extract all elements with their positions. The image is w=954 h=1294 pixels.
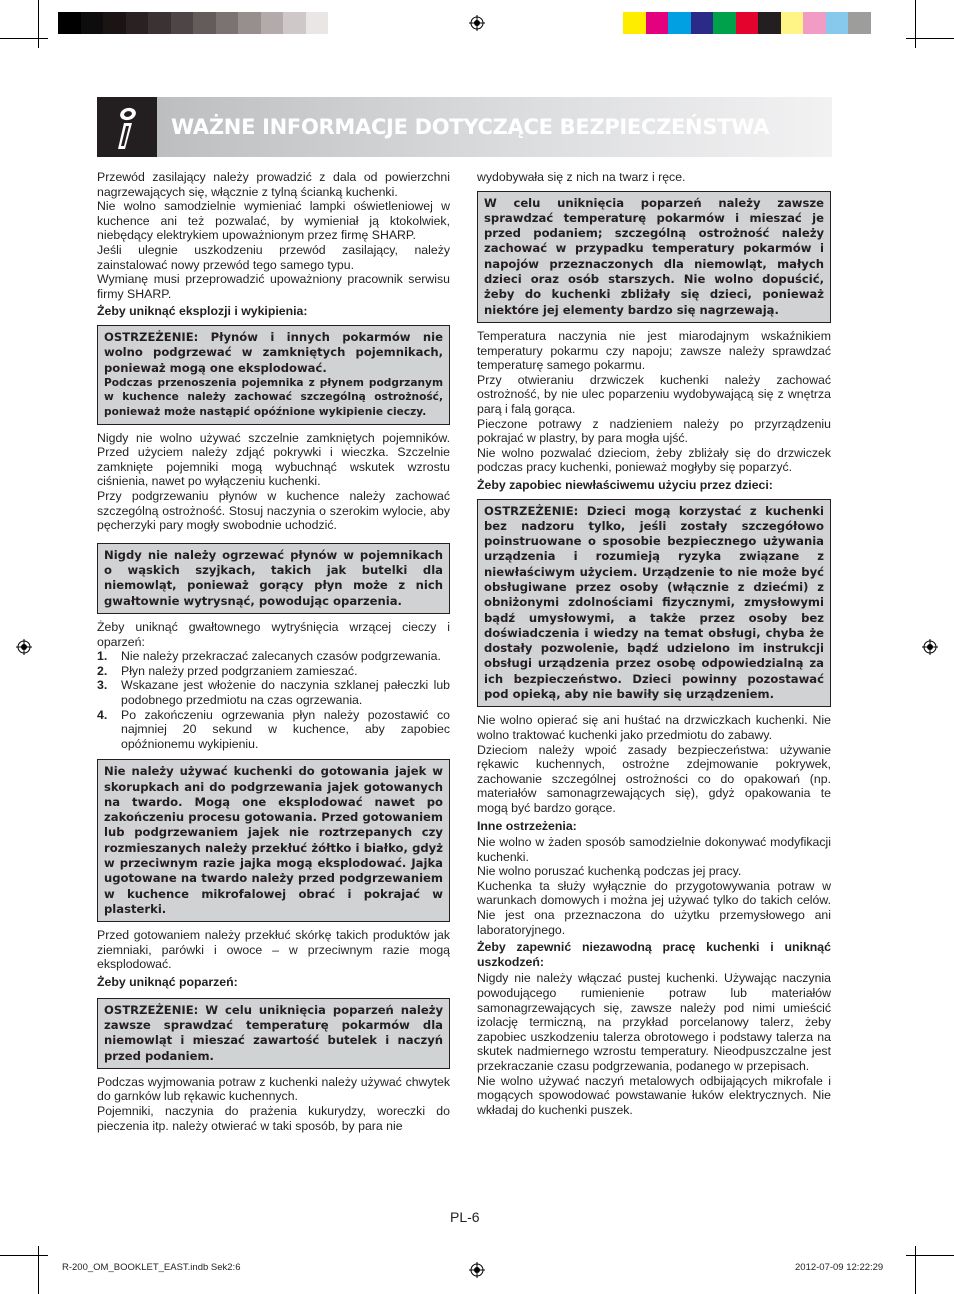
- crop-mark: [915, 0, 916, 48]
- color-swatch: [306, 12, 329, 34]
- color-swatch: [81, 12, 104, 34]
- registration-target-icon: [16, 639, 32, 655]
- crop-mark: [0, 38, 48, 39]
- color-swatch-strip: [623, 12, 871, 34]
- registration-target-icon: [922, 639, 938, 655]
- color-swatch: [216, 12, 239, 34]
- crop-mark: [0, 1255, 48, 1256]
- color-swatch: [171, 12, 194, 34]
- crop-mark: [38, 0, 39, 48]
- crop-mark: [38, 1246, 39, 1294]
- paragraph: Temperatura naczynia nie jest miarodajnym wskaźnikiem temperatury pokarmu czy napoju; zawsze należy sprawdzać temperaturę samego pokarmu.: [477, 328, 831, 373]
- paragraph: Podczas wyjmowania potraw z kuchenki należy używać chwytek do garnków lub rękawic kuchennych.: [97, 1074, 450, 1104]
- subheading: Żeby zapewnić niezawodną pracę kuchenki i uniknąć uszkodzeń:: [477, 940, 831, 969]
- left-column: [97, 170, 450, 1133]
- crop-mark: [906, 1255, 954, 1256]
- paragraph: Pojemniki, naczynia do prażenia kukurydzy, woreczki do pieczenia itp. należy otwierać w taki sposób, by para nie: [97, 1104, 450, 1133]
- color-swatch: [646, 12, 669, 34]
- color-swatch: [691, 12, 714, 34]
- color-swatch: [103, 12, 126, 34]
- paragraph: Nie wolno używać naczyń metalowych odbijających mikrofale i mogących spowodować powstawanie łuków elektrycznych. Nie wkładaj do kuchenki puszek.: [477, 1073, 831, 1117]
- warning-text: OSTRZEŻENIE: W celu uniknięcia poparzeń należy zawsze sprawdzać temperaturę pokarmów dla niemowląt i mieszać zawartość butelek i naczyń przed podaniem.: [104, 1002, 443, 1063]
- warning-box: [477, 191, 831, 323]
- warning-box: [97, 998, 450, 1069]
- warning-box: [477, 499, 831, 708]
- paragraph: Przy podgrzewaniu płynów w kuchence należy zachować szczególną ostrożność. Stosuj naczynia o szerokim wylocie, aby pęcherzyki pary mogły swobodnie uchodzić.: [97, 488, 450, 533]
- warning-box: [97, 543, 450, 614]
- color-swatch: [781, 12, 804, 34]
- paragraph: Nie wolno w żaden sposób samodzielnie dokonywać modyfikacji kuchenki.: [477, 835, 831, 864]
- paragraph: wydobywała się z nich na twarz i ręce.: [477, 170, 686, 184]
- color-swatch: [58, 12, 81, 34]
- list-item: 1. Nie należy przekraczać zalecanych czasów podgrzewania.: [97, 649, 441, 664]
- color-swatch: [261, 12, 284, 34]
- list-item: 2. Płyn należy przed podgrzaniem zamieszać.: [97, 663, 358, 678]
- subheading: Żeby uniknąć eksplozji i wykipienia:: [97, 304, 308, 319]
- color-swatch: [238, 12, 261, 34]
- header-icon-box: [97, 97, 157, 157]
- section-header: [97, 97, 832, 157]
- list-item: 3. Wskazane jest włożenie do naczynia szklanej pałeczki lub podobnego przedmiotu na czas ogrzewania.: [97, 678, 450, 707]
- paragraph: Przy otwieraniu drzwiczek kuchenki należy zachować ostrożność, by nie ulec poparzeniu wydobywającą się z wnętrza parą i falą gorąca.: [477, 372, 831, 416]
- crop-mark: [915, 1246, 916, 1294]
- warning-box: [97, 325, 450, 425]
- header-bar: [157, 97, 832, 157]
- subheading: Żeby uniknąć poparzeń:: [97, 975, 238, 990]
- paragraph: Nigdy nie należy włączać pustej kuchenki. Używając naczynia powodującego rumienienie potraw lub materiałów samonagrzewających się, zawsze należy pod nimi umieścić izolację termiczną, na przykład porcelanowy talerz, żeby zapobiec uszkodzeniu talerza obrotowego i podstawy talerza na skutek nadmiernego wzrostu temperatury. Nieodpuszczalne jest przekraczanie czasu podgrzewania, podanego w przepisach.: [477, 971, 831, 1074]
- warning-text: Nigdy nie należy ogrzewać płynów w pojemnikach o wąskich szyjkach, takich jak butelki dla niemowląt, ponieważ gorący płyn może z nich gwałtownie wytrysnąć, powodując oparzenia.: [104, 547, 443, 608]
- paragraph: Przewód zasilający należy prowadzić z dala od powierzchni nagrzewających się, włącznie z tylną ścianką kuchenki.: [97, 170, 450, 199]
- right-column: [477, 170, 831, 1117]
- page-number: PL-6: [450, 1209, 480, 1225]
- list-item: 4. Po zakończeniu ogrzewania płyn należy pozostawić co najmniej 20 sekund w kuchence, aby zapobiec opóźnionemu wykipieniu.: [97, 707, 450, 751]
- footer-timestamp: 2012-07-09 12:22:29: [795, 1262, 884, 1273]
- color-swatch: [283, 12, 306, 34]
- paragraph: Nie wolno pozwalać dzieciom, żeby zbliżały się do drzwiczek podczas pracy kuchenki, ponieważ mogłyby się poparzyć.: [477, 445, 831, 475]
- warning-box: [97, 759, 450, 922]
- color-swatch: [826, 12, 849, 34]
- subheading: Żeby zapobiec niewłaściwemu użyciu przez dzieci:: [477, 477, 773, 492]
- color-swatch: [126, 12, 149, 34]
- warning-text: OSTRZEŻENIE: Płynów i innych pokarmów nie wolno podgrzewać w zamkniętych pojemnikach, ponieważ mogą one eksplodować.: [104, 329, 443, 375]
- registration-target-icon: [469, 15, 485, 31]
- paragraph: Wymianę musi przeprowadzić upoważniony pracownik serwisu firmy SHARP.: [97, 272, 450, 301]
- info-i-icon: [97, 97, 157, 157]
- color-swatch: [193, 12, 216, 34]
- color-swatch: [148, 12, 171, 34]
- warning-text: Nie należy używać kuchenki do gotowania jajek w skorupkach ani do podgrzewania jajek gotowanych na twardo. Mogą one eksplodować nawet po zakończeniu procesu gotowania. Przed gotowaniem lub podgrzewaniem jajek nie roztrzepanych czy rozmieszanych należy przekłuć żółtko i białko, gdyż w przeciwnym razie jajka mogą eksplodować. Jajka ugotowane na twardo należy przed podgrzewaniem w kuchence mikrofalowej obrać i pokrajać w plasterki.: [104, 764, 443, 916]
- paragraph: Pieczone potrawy z nadzieniem należy po przyrządzeniu pokrajać w plastry, by para mogła ujść.: [477, 416, 831, 446]
- paragraph: Nie wolno samodzielnie wymieniać lampki oświetleniowej w kuchence ani też pozwalać, by wymieniał ją ktokolwiek, niebędący elektrykiem upoważnionym przez firmę SHARP.: [97, 199, 450, 243]
- paragraph: Nigdy nie wolno używać szczelnie zamkniętych pojemników. Przed użyciem należy zdjąć pokrywki i wieczka. Szczelnie zamknięte pojemniki mogą wybuchnąć wskutek wzrostu ciśnienia, nawet po wyłączeniu kuchenki.: [97, 430, 450, 489]
- steps-list: [97, 649, 450, 751]
- paragraph: Nie wolno opierać się ani huśtać na drzwiczkach kuchenki. Nie wolno traktować kuchenki jako przedmiotu do zabawy.: [477, 713, 831, 742]
- subheading: Inne ostrzeżenia:: [477, 818, 577, 833]
- paragraph: Dzieciom należy wpoić zasady bezpieczeństwa: używanie rękawic kuchennych, ostrożne zdejmowanie pokrywek, zachowanie szczególnej ostrożności co do opakowań (np. materiałów samonagrzewających się), gdyż opakowania te mogą być bardzo gorące.: [477, 742, 831, 815]
- footer-file-info: R-200_OM_BOOKLET_EAST.indb Sek2:6: [62, 1262, 241, 1273]
- color-swatch: [758, 12, 781, 34]
- paragraph: Przed gotowaniem należy przekłuć skórkę takich produktów jak ziemniaki, parówki i owoce – w przeciwnym razie mogą eksplodować.: [97, 928, 450, 972]
- color-swatch: [803, 12, 826, 34]
- color-swatch: [736, 12, 759, 34]
- paragraph: Żeby uniknąć gwałtownego wytryśnięcia wrzącej cieczy i oparzeń:: [97, 619, 450, 649]
- paragraph: Kuchenka ta służy wyłącznie do przygotowywania potraw w warunkach domowych i można jej używać tylko do takich celów. Nie jest ona przeznaczona do użytku przemysłowego ani laboratoryjnego.: [477, 878, 831, 937]
- page-title: WAŻNE INFORMACJE DOTYCZĄCE BEZPIECZEŃSTWA: [171, 115, 770, 139]
- warning-text: OSTRZEŻENIE: Dzieci mogą korzystać z kuchenki bez nadzoru tylko, jeśli zostały szczegółowo poinstruowane o sposobie bezpiecznego używania urządzenia i rozumieją ryzyka związane z niewłaściwym użyciem. Urządzenie to nie może być obsługiwane przez osoby (włącznie z dziećmi) z obniżonymi zdolnościami fizycznymi, zmysłowymi bądź umysłowymi, a także przez osoby bez doświadczenia i wiedzy na temat obsługi, chyba że dostały pozwolenie, bądź udzielono im instrukcji obsługi urządzenia przez osobę odpowiedzialną za ich bezpieczeństwo. Dzieci powinny pozostawać pod opieką, aby nie bawiły się urządzeniem.: [484, 503, 824, 702]
- crop-mark: [906, 38, 954, 39]
- paragraph: Nie wolno poruszać kuchenką podczas jej pracy.: [477, 864, 742, 879]
- grayscale-swatch-strip: [58, 12, 328, 34]
- color-swatch: [713, 12, 736, 34]
- paragraph: Jeśli ulegnie uszkodzeniu przewód zasilający, należy zainstalować nowy przewód tego samego typu.: [97, 242, 450, 272]
- warning-text: W celu uniknięcia poparzeń należy zawsze sprawdzać temperaturę pokarmów i mieszać je przed podaniem; szczególną ostrożność należy zachować w przypadku temperatury pokarmów i napojów przeznaczonych dla niemowląt, małych dzieci oraz osób starszych. Nie wolno dopuścić, żeby do kuchenki zbliżały się dzieci, ponieważ niektóre jej elementy bardzo się nagrzewają.: [484, 195, 824, 317]
- warning-text: Podczas przenoszenia pojemnika z płynem podgrzanym w kuchence należy zachować szczególną ostrożność, ponieważ może nastąpić opóźnione wykipienie cieczy.: [104, 376, 443, 419]
- color-swatch: [623, 12, 646, 34]
- color-swatch: [848, 12, 871, 34]
- color-swatch: [668, 12, 691, 34]
- registration-target-icon: [469, 1262, 485, 1278]
